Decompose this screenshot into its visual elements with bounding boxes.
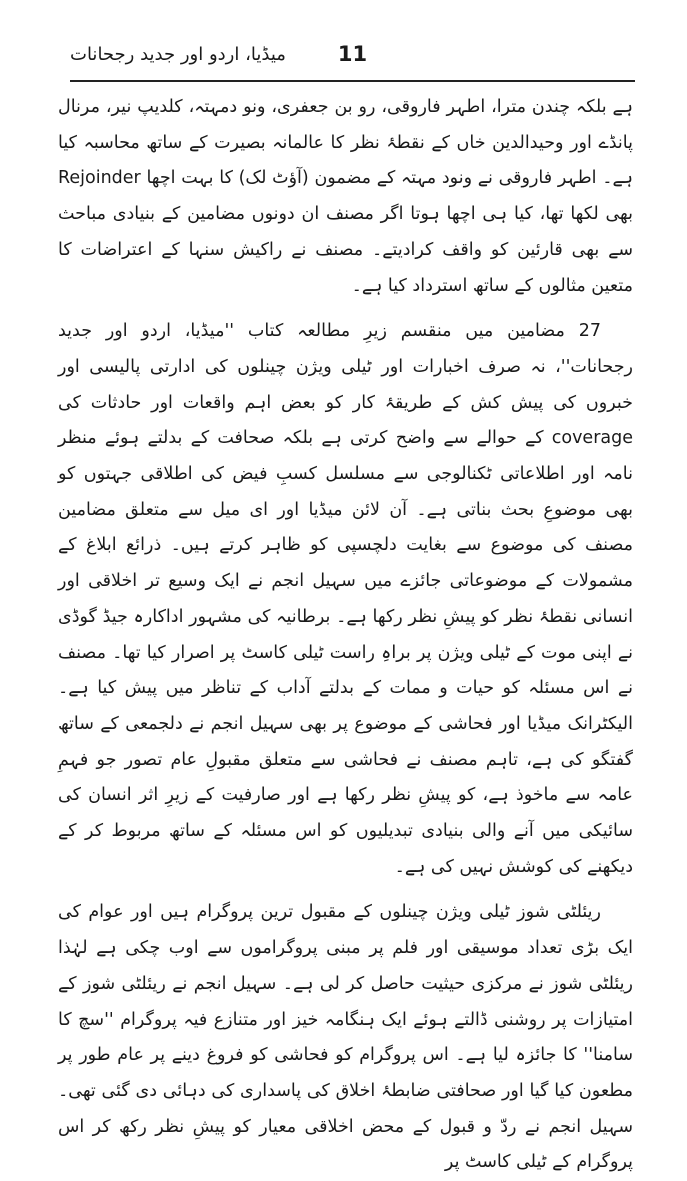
page-number: 11 xyxy=(337,42,368,66)
paragraph-3: ریئلٹی شوز ٹیلی ویژن چینلوں کے مقبول ترین پروگرام ہیں اور عوام کی ایک بڑی تعداد موسیقی اور فلم پر مبنی پروگراموں سے اوب چکی ہے لہٰذا ریئلٹی شوز نے مرکزی حیثیت حاصل کر لی ہے۔ سہیل انجم نے ریئلٹی شوز کے امتیازات پر روشنی ڈالتے ہوئے ایک ہنگامہ خیز اور متنازع فیہ پروگرام ''سچ کا سامنا'' کا جائزہ لیا ہے۔ اس پروگرام کو فحاشی کو فروغ دینے پر عام طور پر مطعون کیا گیا اور صحافتی ضابطۂ اخلاق کی پاسداری کی دہائی دی گئی تھی۔ سہیل انجم نے ردّ و قبول کے محض اخلاقی معیار کو پیشِ نظر رکھ کر اس پروگرام کے ٹیلی کاسٹ پر xyxy=(58,902,633,1173)
paragraph-1: ہے بلکہ چندن مترا، اطہر فاروقی، رو بن جعفری، ونو دمہتہ، کلدیپ نیر، مرنال پانڈے اور وحیدالدین خاں کے نقطۂ نظر کا عالمانہ بصیرت کے ساتھ محاسبہ کیا ہے۔ اطہر فاروقی نے ونود مہتہ کے مضمون (آؤٹ لک) کا بہت اچھا Rejoinder بھی لکھا تھا، کیا ہی اچھا ہوتا اگر مصنف ان دونوں مضامین کے بنیادی مباحث سے بھی قارئین کو واقف کرادیتے۔ مصنف نے راکیش سنہا کے اعتراضات کا متعین مثالوں کے ساتھ استرداد کیا ہے۔ xyxy=(58,97,633,296)
page-header xyxy=(70,38,635,82)
body-text xyxy=(58,90,633,1173)
paragraph-2: 27 مضامین میں منقسم زیرِ مطالعہ کتاب ''میڈیا، اردو اور جدید رجحانات''، نہ صرف اخبارات اور ٹیلی ویژن چینلوں کی ادارتی پالیسی اور خبروں کی پیش کش کے طریقۂ کار کو بعض اہم واقعات اور حادثات کی coverage کے حوالے سے واضح کرتی ہے بلکہ صحافت کے بدلتے ہوئے منظر نامہ اور اطلاعاتی ٹکنالوجی سے مسلسل کسبِ فیض کی اطلاقی جہتوں کو بھی موضوعِ بحث بناتی ہے۔ آن لائن میڈیا اور ای میل سے متعلق مضامین مصنف کی موضوع سے بغایت دلچسپی کو ظاہر کرتے ہیں۔ ذرائع ابلاغ کے مشمولات کے موضوعاتی جائزے میں سہیل انجم نے ایک وسیع تر اخلاقی اور انسانی نقطۂ نظر کو پیشِ نظر رکھا ہے۔ برطانیہ کی مشہور اداکارہ جیڈ گوڈی نے اپنی موت کے ٹیلی ویژن پر براہِ راست ٹیلی کاسٹ پر اصرار کیا تھا۔ مصنف نے اس مسئلہ کو حیات و ممات کے بدلتے آداب کے تناظر میں پیش کیا ہے۔ الیکٹرانک میڈیا اور فحاشی کے موضوع پر بھی سہیل انجم نے دلجمعی کے ساتھ گفتگو کی ہے، تاہم مصنف نے فحاشی سے متعلق مقبولِ عام تصور جو فہمِ عامہ سے ماخوذ ہے، کو پیشِ نظر رکھا ہے اور صارفیت کے زیرِ اثر انسان کی سائیکی میں آنے والی بنیادی تبدیلیوں کو اس مسئلہ کے ساتھ مربوط کر کے دیکھنے کی کوشش نہیں کی ہے۔ xyxy=(58,321,633,877)
running-title: میڈیا، اردو اور جدید رجحانات xyxy=(70,44,286,65)
